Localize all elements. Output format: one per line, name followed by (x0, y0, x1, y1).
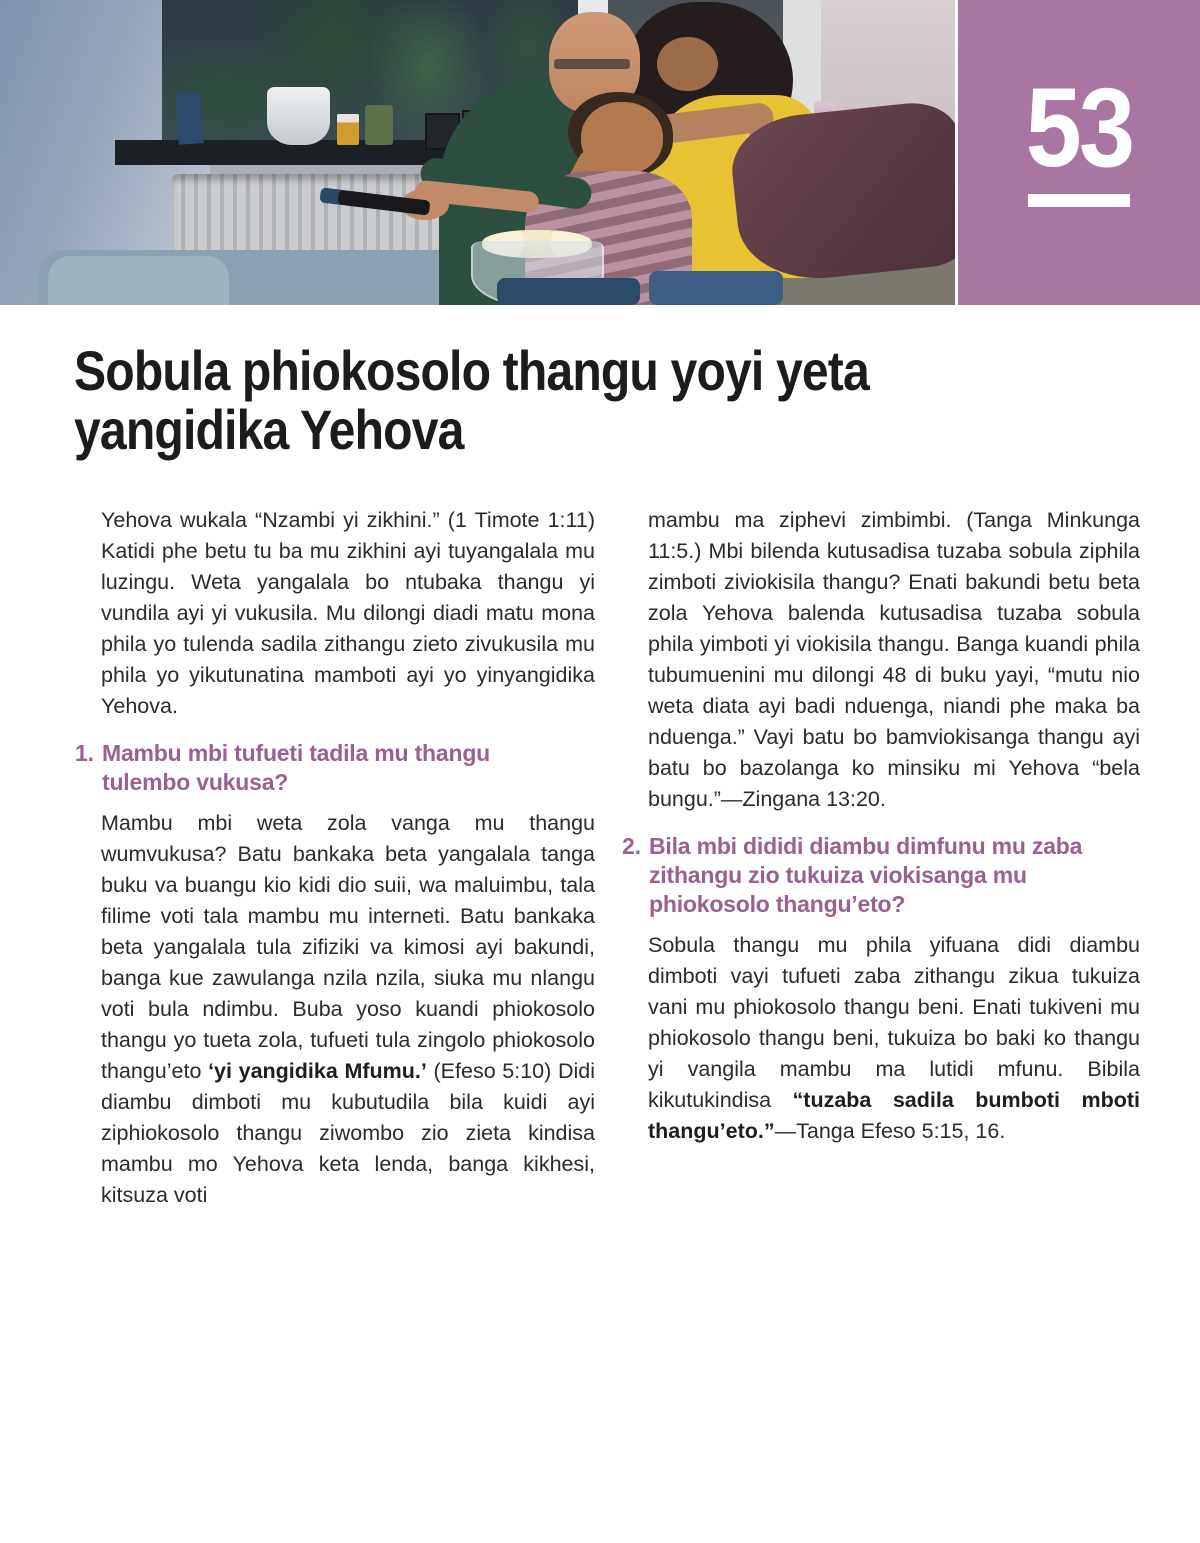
lesson-number: 53 (1025, 65, 1133, 190)
section-number: 1. (75, 740, 94, 766)
photo-plant-cup (365, 105, 394, 145)
text-run: Sobula thangu mu phila yifuana didi diambu dimboti vayi tufueti zaba zithangu zikua tukuiza vani mu phiokosolo thangu beni. Enati tukiveni mu phiokosolo thangu beni, tukuiza bo baki ko thangu yi vangila mambu ma lutidi mfunu. Bibila kikutukindisa (648, 933, 1140, 1112)
photo-mother-face (657, 37, 718, 92)
hero-photo (0, 0, 955, 305)
text-run: —Tanga Efeso 5:15, 16. (774, 1119, 1006, 1143)
bold-text-run: ‘yi yangidika Mfumu.’ (208, 1059, 427, 1083)
photo-father-glasses (554, 59, 630, 68)
section-heading-text: Mambu mbi tufueti tadila mu thangu tulembo vukusa? (102, 740, 491, 795)
paragraph (101, 808, 595, 1211)
photo-maroon-pillow (727, 98, 955, 286)
paragraph (101, 505, 595, 722)
text-run: (Efeso 5:10) Didi diambu dimboti mu kubutudila bila kuidi ayi ziphiokosolo thangu ziwombo zio zieta kindisa mambu mo Yehova keta lenda, banga kikhesi, kitsuza voti (101, 1059, 595, 1207)
text-column-left (75, 504, 595, 1211)
text-run: Yehova wukala “Nzambi yi zikhini.” (1 Timote 1:11) Katidi phe betu tu ba mu zikhini ayi tuyangalala mu luzingu. Weta yangalala bo ntubaka thangu yi vundila ayi yi vukusila. Mu dilongi diadi matu mona phila yo tulenda sadila zithangu zieto zivukusila mu phila yo yikutunatina mamboti ayi yo yinyangidika Yehova. (101, 508, 595, 718)
paragraph (648, 930, 1140, 1147)
photo-juice-glass (337, 114, 359, 145)
lesson-number-underline (1028, 194, 1130, 207)
bold-text-run: “tuzaba sadila bumboti mboti thangu’eto.” (648, 1088, 1140, 1143)
text-column-right (622, 504, 1140, 1211)
text-run: Mambu mbi weta zola vanga mu thangu wumvukusa? Batu bankaka beta yangalala tanga buku va buangu kio kidi dio suii, wa maluimbu, tala filime voti tala mambu mu interneti. Batu bankaka beta yangalala tula zifiziki va kimosi ayi bakundi, banga kue zawulanga nzila nzila, siuka mu nlangu voti bula ndimbu. Buba yoso kuandi phiokosolo thangu yo tueta zola, tufueti tula zingolo phiokosolo thangu’eto (101, 811, 595, 1083)
photo-couch-armrest (48, 256, 229, 305)
section-heading (75, 739, 595, 797)
text-columns (75, 504, 1140, 1211)
photo-vase (267, 87, 330, 145)
paragraph (648, 505, 1140, 815)
section-heading-text: Bila mbi dididi diambu dimfunu mu zaba zithangu zio tukuiza viokisanga mu phiokosolo thangu’eto? (649, 833, 1083, 917)
text-run: mambu ma ziphevi zimbimbi. (Tanga Minkunga 11:5.) Mbi bilenda kutusadisa tuzaba sobula ziphila zimboti ziviokisila thangu? Enati bakundi betu beta zola Yehova balenda kutusadisa tuzaba sobula phila yimboti yi viokisila thangu. Banga kuandi phila tubumuenini mu dilongi 48 di buku yayi, “mutu nio weta diata ayi badi nduenga, niandi phe maka ba nduenga.” Vayi batu bo bamviokisanga thangu ayi batu bo bazolanga ko minsiku mi Yehova “bela bungu.”—Zingana 13:20. (648, 508, 1140, 811)
section-number: 2. (622, 833, 641, 859)
photo-daughter-jeans (497, 278, 640, 305)
photo-books (175, 91, 203, 144)
lesson-number-badge (958, 0, 1200, 305)
section-heading (622, 832, 1140, 919)
photo-mother-jeans (649, 271, 783, 305)
page-title: Sobula phiokosolo thangu yoyi yeta yangidika Yehova (74, 339, 869, 462)
